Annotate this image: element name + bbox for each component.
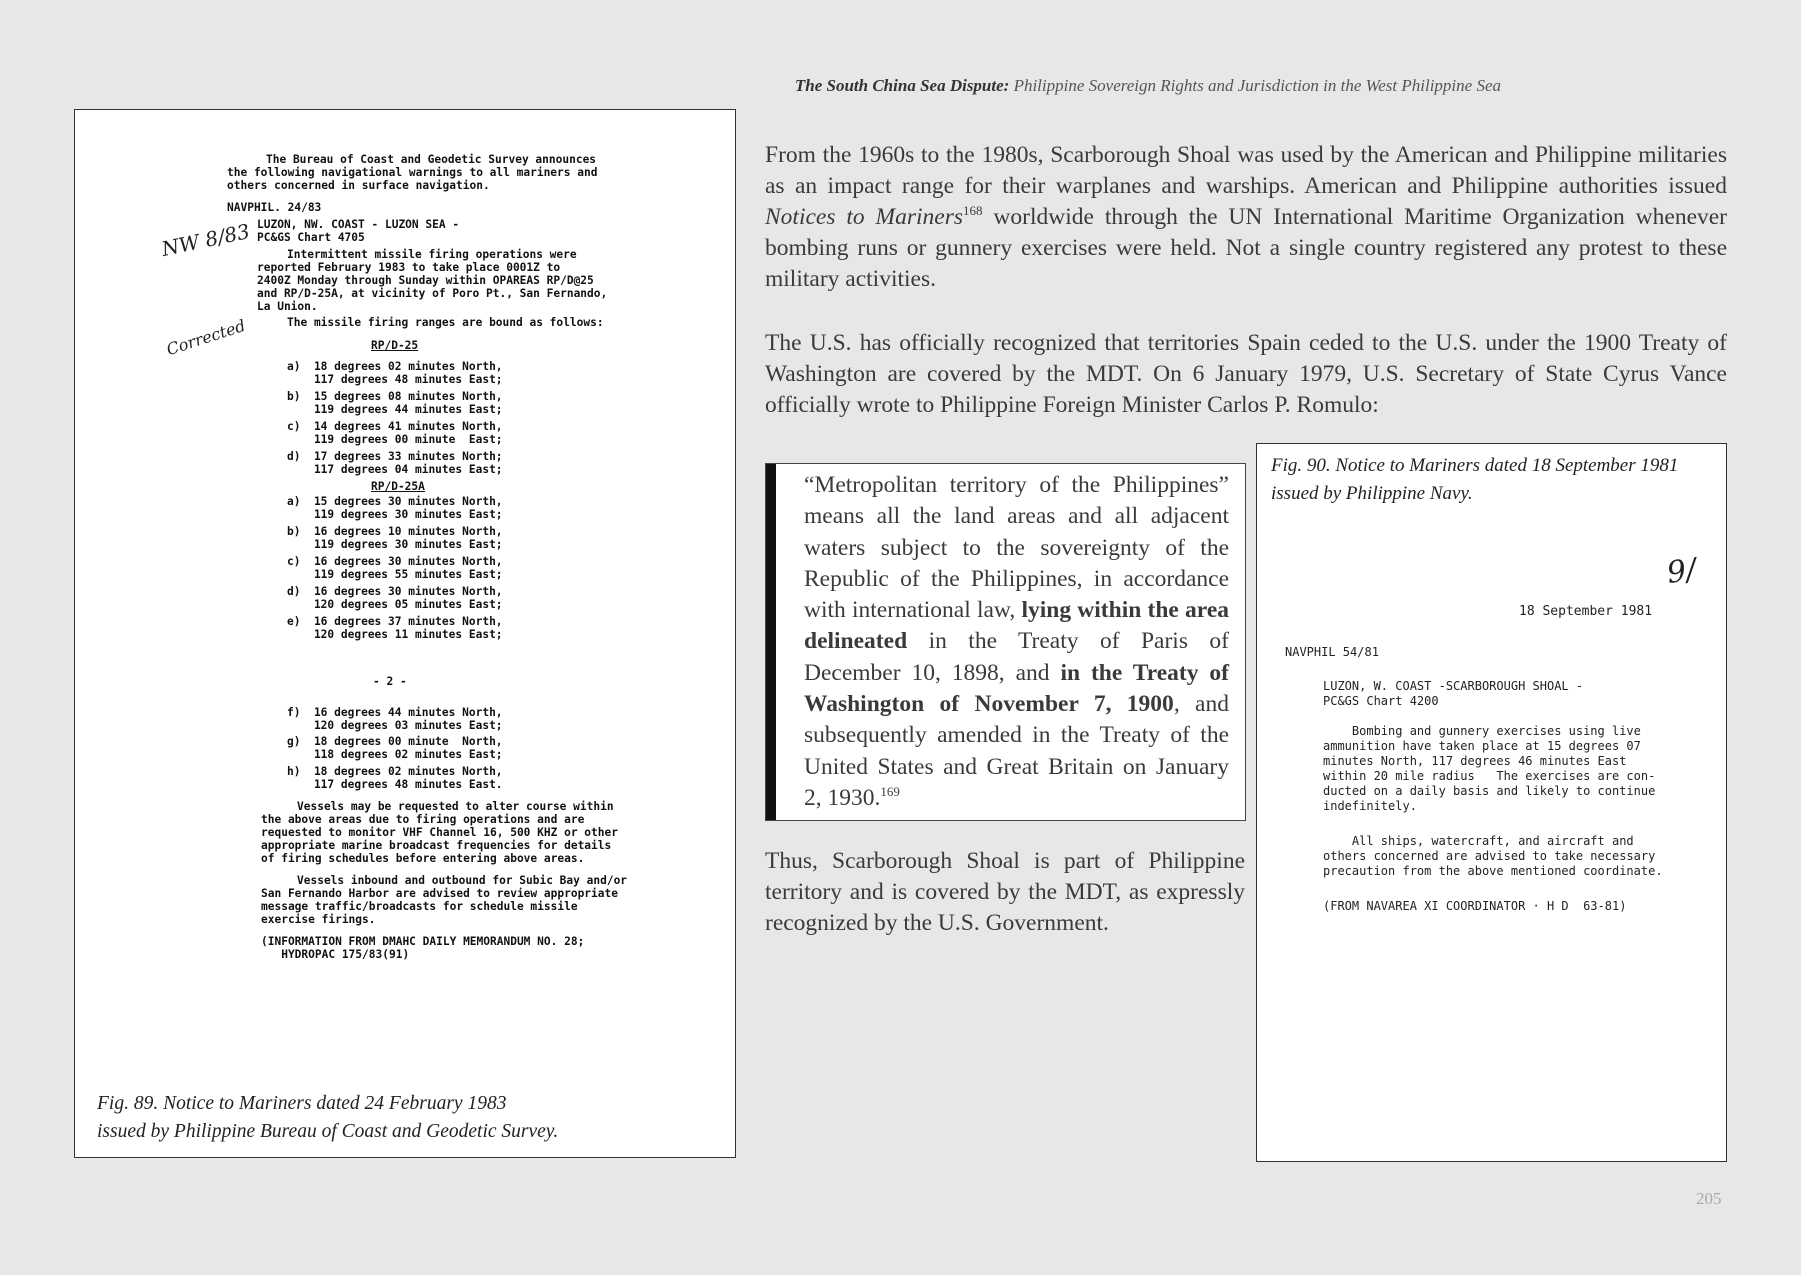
fig90-doc-line: Bombing and gunnery exercises using live (1323, 724, 1641, 738)
blockquote-bar (766, 464, 776, 820)
running-header-subtitle: Philippine Sovereign Rights and Jurisdiction in the West Philippine Sea (1009, 76, 1501, 95)
quote-part3: , and subsequently amended in the Treaty of the United States and Great Britain on January 2, 1930. (804, 691, 1229, 811)
fig90-doc-line: others concerned are advised to take necessary (1323, 849, 1656, 863)
fig89-doc-line: b) 15 degrees 08 minutes North, (287, 390, 503, 403)
fig90-doc-line: (FROM NAVAREA XI COORDINATOR · H D 63-81) (1323, 899, 1627, 913)
para1-text-start: From the 1960s to the 1980s, Scarborough Shoal was used by the American and Philippine militaries as an impact range for their warplanes and warships. American and Philippine authorities issued (765, 142, 1727, 199)
fig89-doc-line: 2400Z Monday through Sunday within OPAREAS RP/D@25 (257, 274, 594, 287)
figure-89 (74, 109, 736, 1158)
footnote-169: 169 (880, 784, 900, 800)
fig90-doc-line: PC&GS Chart 4200 (1323, 694, 1439, 708)
paragraph-us-recognition: The U.S. has officially recognized that territories Spain ceded to the U.S. under the 1900 Treaty of Washington are covered by the MDT. On 6 January 1979, U.S. Secretary of State Cyrus Vance officially wrote to Philippine Foreign Minister Carlos P. Romulo: (765, 330, 1727, 418)
fig89-doc-line: PC&GS Chart 4705 (257, 231, 365, 244)
fig89-doc-line: Vessels inbound and outbound for Subic Bay and/or (297, 874, 628, 887)
fig89-doc-line: - 2 - (373, 675, 407, 688)
fig90-doc-line: ducted on a daily basis and likely to continue (1323, 784, 1656, 798)
fig89-doc-line: f) 16 degrees 44 minutes North, (287, 706, 503, 719)
fig89-doc-line: 119 degrees 00 minute East; (287, 433, 503, 446)
fig89-doc-line: HYDROPAC 175/83(91) (261, 948, 410, 961)
fig90-caption-line2: issued by Philippine Navy. (1271, 483, 1473, 504)
running-header (795, 76, 1501, 96)
fig89-caption (97, 1090, 697, 1146)
fig89-caption-line2: issued by Philippine Bureau of Coast and Geodetic Survey. (97, 1121, 559, 1142)
fig89-doc-line: of firing schedules before entering above areas. (261, 852, 585, 865)
fig89-doc-line: The missile firing ranges are bound as follows: (287, 316, 604, 329)
fig90-doc-line: precaution from the above mentioned coordinate. (1323, 864, 1663, 878)
fig89-doc-line: appropriate marine broadcast frequencies for details (261, 839, 612, 852)
paragraph-conclusion: Thus, Scarborough Shoal is part of Philippine territory and is covered by the MDT, as expressly recognized by the U.S. Government. (765, 848, 1245, 936)
quote-bold1: lying within the area delineated (804, 597, 1229, 655)
fig90-handwritten-initials: 9/ (1664, 552, 1699, 591)
fig89-doc-line: message traffic/broadcasts for schedule missile (261, 900, 578, 913)
fig89-doc-line: Intermittent missile firing operations were (287, 248, 577, 261)
fig89-doc-line: La Union. (257, 300, 318, 313)
fig90-doc-line: All ships, watercraft, and aircraft and (1323, 834, 1634, 848)
fig89-doc-line: RP/D-25A (371, 480, 425, 493)
fig89-doc-line: d) 17 degrees 33 minutes North; (287, 450, 503, 463)
fig89-doc-line: (INFORMATION FROM DMAHC DAILY MEMORANDUM NO. 28; (261, 935, 585, 948)
fig89-caption-line1: Fig. 89. Notice to Mariners dated 24 February 1983 (97, 1093, 507, 1114)
fig90-caption-line1: Fig. 90. Notice to Mariners dated 18 September 1981 (1271, 455, 1679, 476)
fig89-doc-line: c) 16 degrees 30 minutes North, (287, 555, 503, 568)
fig89-doc-line: 120 degrees 05 minutes East; (287, 598, 503, 611)
fig89-doc-line: Vessels may be requested to alter course within (297, 800, 614, 813)
fig89-handwritten-note: NW 8/83 (159, 218, 252, 262)
fig90-doc-line: NAVPHIL 54/81 (1285, 645, 1379, 659)
fig89-doc-line: 117 degrees 04 minutes East; (287, 463, 503, 476)
paragraph-scarborough-impact-range (765, 140, 1727, 295)
fig89-doc-line: LUZON, NW. COAST - LUZON SEA - (257, 218, 460, 231)
fig90-notice-document (1257, 444, 1726, 1161)
fig90-doc-line: within 20 mile radius The exercises are con- (1323, 769, 1656, 783)
fig90-doc-line: minutes North, 117 degrees 46 minutes East (1323, 754, 1627, 768)
fig89-doc-line: the above areas due to firing operations and are (261, 813, 585, 826)
footnote-168: 168 (963, 203, 983, 219)
fig89-doc-line: exercise firings. (261, 913, 376, 926)
fig90-doc-line: ammunition have taken place at 15 degrees 07 (1323, 739, 1641, 753)
blockquote-text (804, 470, 1229, 814)
fig89-doc-line: The Bureau of Coast and Geodetic Survey announces (266, 153, 597, 166)
fig89-handwritten-signature: Corrected (164, 315, 248, 360)
para1-text-end: worldwide through the UN International Maritime Organization whenever bombing runs or gunnery exercises were held. Not a single country registered any protest to these military activities. (765, 204, 1728, 292)
fig89-doc-line: San Fernando Harbor are advised to review appropriate (261, 887, 618, 900)
fig89-doc-line: 119 degrees 30 minutes East; (287, 508, 503, 521)
fig89-doc-line: g) 18 degrees 00 minute North, (287, 735, 503, 748)
fig89-doc-line: and RP/D-25A, at vicinity of Poro Pt., San Fernando, (257, 287, 608, 300)
fig89-doc-line: 120 degrees 11 minutes East; (287, 628, 503, 641)
fig89-doc-line: 118 degrees 02 minutes East; (287, 748, 503, 761)
figure-90 (1256, 443, 1727, 1162)
fig89-doc-line: 119 degrees 30 minutes East; (287, 538, 503, 551)
fig89-doc-line: a) 18 degrees 02 minutes North, (287, 360, 503, 373)
fig89-doc-line: NAVPHIL. 24/83 (227, 201, 322, 214)
blockquote-box (765, 463, 1246, 821)
quote-part2: in the Treaty of Paris of December 10, 1898, and (804, 628, 1229, 686)
running-header-title: The South China Sea Dispute: (794, 76, 1010, 95)
fig89-doc-line: others concerned in surface navigation. (227, 179, 490, 192)
fig89-doc-line: 119 degrees 44 minutes East; (287, 403, 503, 416)
para1-italic-term: Notices to Mariners (765, 204, 964, 230)
fig89-doc-line: d) 16 degrees 30 minutes North, (287, 585, 503, 598)
fig89-doc-line: b) 16 degrees 10 minutes North, (287, 525, 503, 538)
fig89-doc-line: reported February 1983 to take place 0001Z to (257, 261, 561, 274)
fig89-doc-line: 117 degrees 48 minutes East; (287, 373, 503, 386)
fig89-doc-line: h) 18 degrees 02 minutes North, (287, 765, 503, 778)
fig89-doc-line: e) 16 degrees 37 minutes North, (287, 615, 503, 628)
quote-part1: “Metropolitan territory of the Philippines” means all the land areas and all adjacent waters subject to the sovereignty of the Republic of the Philippines, in accordance with international law, (804, 472, 1229, 624)
fig89-doc-line: RP/D-25 (371, 339, 419, 352)
page-number: 205 (1696, 1189, 1722, 1208)
fig90-date: 18 September 1981 (1519, 604, 1653, 619)
fig89-doc-line: the following navigational warnings to all mariners and (227, 166, 598, 179)
fig89-doc-line: a) 15 degrees 30 minutes North, (287, 495, 503, 508)
fig89-doc-line: 117 degrees 48 minutes East. (287, 778, 503, 791)
fig89-doc-line: requested to monitor VHF Channel 16, 500 KHZ or other (261, 826, 618, 839)
fig89-doc-line: c) 14 degrees 41 minutes North, (287, 420, 503, 433)
fig89-doc-line: 120 degrees 03 minutes East; (287, 719, 503, 732)
fig90-doc-line: LUZON, W. COAST -SCARBOROUGH SHOAL - (1323, 679, 1584, 693)
fig90-doc-line: indefinitely. (1323, 799, 1417, 813)
quote-bold2: in the Treaty of Washington of November 7, 1900 (804, 659, 1229, 718)
fig89-doc-line: 119 degrees 55 minutes East; (287, 568, 503, 581)
fig89-notice-document (75, 110, 735, 1157)
